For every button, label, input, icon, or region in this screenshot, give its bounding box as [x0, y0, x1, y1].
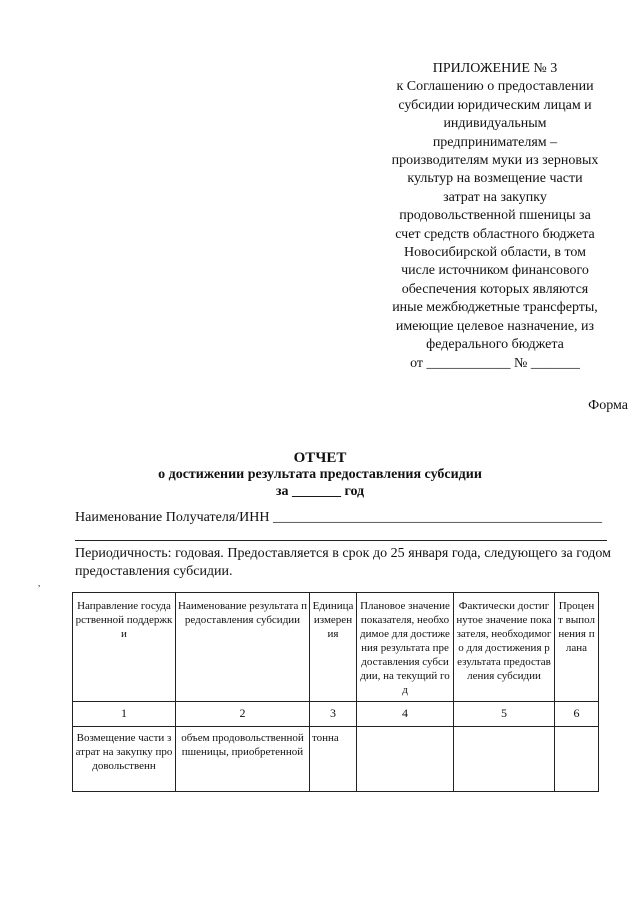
appendix-line: иные межбюджетные трансферты, — [392, 300, 598, 316]
appendix-line: субсидии юридическим лицам и — [398, 97, 592, 113]
header-cell: Плановое значение показателя, необходимое для достижения результата предоставления субсидии, на текущий год — [357, 593, 454, 702]
appendix-line: имеющие целевое назначение, из — [395, 318, 595, 334]
table-cell — [357, 727, 454, 792]
table-row — [73, 727, 599, 792]
report-subtitle: о достижении результата предоставления субсидии — [158, 467, 482, 482]
appendix-line: числе источником финансового — [401, 263, 589, 279]
appendix-line: культур на возмещение части — [407, 171, 583, 187]
header-cell: Направление государственной поддержки — [73, 593, 176, 702]
appendix-line: от ____________ № _______ — [410, 355, 580, 371]
periodicity-mark: , — [38, 578, 41, 588]
header-cell: Единица измерения — [310, 593, 357, 702]
table-cell: Возмещение части затрат на закупку продовольственн — [73, 727, 176, 792]
appendix-line: индивидуальным — [443, 116, 547, 132]
form-label: Форма — [588, 398, 628, 413]
periodicity-text: Периодичность: годовая. Предоставляется в срок до 25 января года, следующего за годом предоставления субсидии. — [75, 546, 611, 579]
appendix-line: федерального бюджета — [426, 337, 564, 353]
table-number-row — [73, 702, 599, 727]
divider-line — [75, 540, 607, 541]
header-cell: Процент выполнения плана — [555, 593, 599, 702]
recipient-name-field: Наименование Получателя/ИНН _______________________________________________ — [75, 510, 603, 525]
table-cell: тонна — [310, 727, 357, 792]
table-cell: объем продовольственной пшеницы, приобретенной — [176, 727, 310, 792]
table-cell — [454, 727, 555, 792]
appendix-line: счет средств областного бюджета — [395, 226, 595, 242]
appendix-line: продовольственной пшеницы за — [399, 208, 591, 224]
column-number: 5 — [454, 702, 555, 727]
table-cell — [555, 727, 599, 792]
column-number: 6 — [555, 702, 599, 727]
appendix-block — [372, 60, 618, 373]
appendix-line: ПРИЛОЖЕНИЕ № 3 — [432, 61, 558, 76]
appendix-line: предпринимателям – — [432, 134, 558, 150]
appendix-line: Новосибирской области, в том — [403, 245, 587, 261]
report-table — [72, 592, 599, 792]
column-number: 2 — [176, 702, 310, 727]
appendix-line: к Соглашению о предоставлении — [396, 79, 594, 95]
header-cell: Наименование результата предоставления субсидии — [176, 593, 310, 702]
header-cell: Фактически достигнутое значение показателя, необходимого для достижения результата предоставления субсидии — [454, 593, 555, 702]
report-year: за _______ год — [275, 484, 365, 499]
column-number: 3 — [310, 702, 357, 727]
table-header-row — [73, 593, 599, 702]
column-number: 4 — [357, 702, 454, 727]
report-title: ОТЧЕТ — [293, 450, 347, 466]
appendix-line: затрат на закупку — [443, 189, 547, 205]
appendix-line: производителям муки из зерновых — [391, 153, 599, 169]
appendix-line: обеспечения которых являются — [401, 281, 589, 297]
column-number: 1 — [73, 702, 176, 727]
